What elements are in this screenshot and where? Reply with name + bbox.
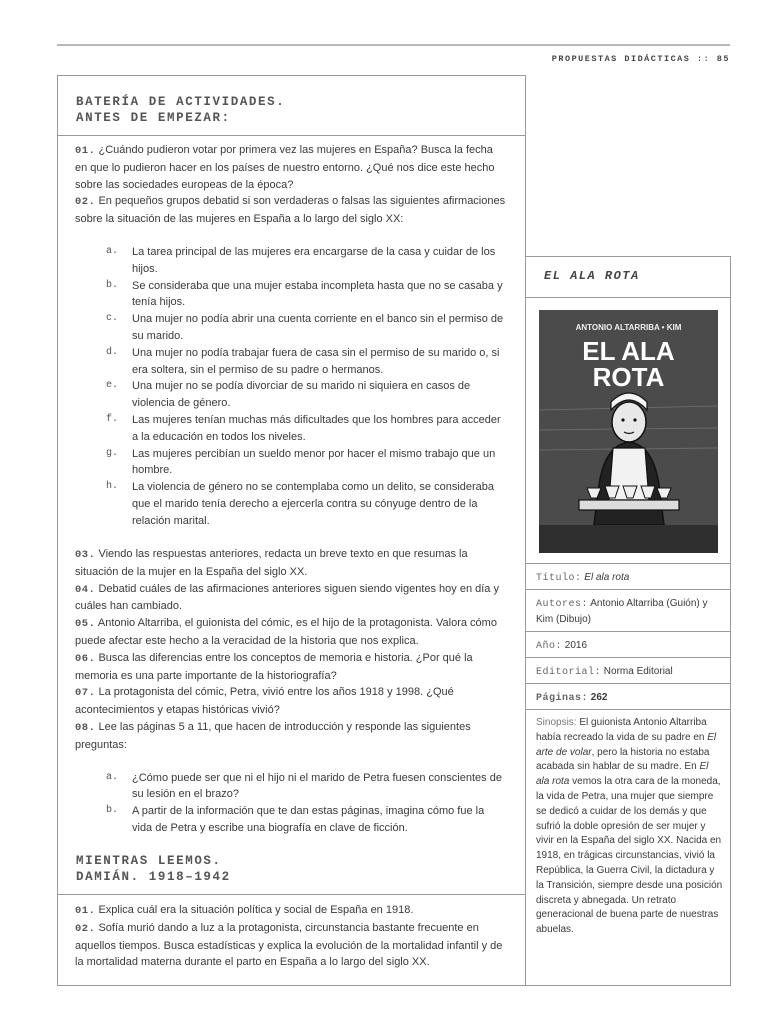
list-item <box>75 345 507 379</box>
paginas-value: 262 <box>590 692 608 703</box>
item-text: Se consideraba que una mujer estaba incompleta hasta que no se casaba y tenía hijos. <box>132 279 503 309</box>
titulo-label: Título: <box>536 573 582 584</box>
item-label: e. <box>106 380 119 392</box>
editorial-value: Norma Editorial <box>603 666 673 677</box>
section1-title <box>76 94 285 126</box>
question-number: 02. <box>75 196 96 209</box>
question-text: Debatid cuáles de las afirmaciones anteriores siguen siendo vigentes hoy en día y cuáles han cambiado. <box>75 582 499 613</box>
sinopsis-title-1: El arte de volar <box>536 731 717 758</box>
question-number: 04. <box>75 583 96 596</box>
item-text: Una mujer no podía trabajar fuera de casa sin el permiso de su marido o, si era soltera, sin el permiso de su padre o hermanos. <box>132 346 500 376</box>
section2-title-divider <box>57 894 526 895</box>
question-04 <box>75 581 507 616</box>
list-item <box>75 412 507 446</box>
item-text: A partir de la información que te dan estas páginas, imagina cómo fue la vida de Petra y escribe una biografía en clave de ficción. <box>132 805 485 834</box>
titulo-value: El ala rota <box>584 572 630 583</box>
item-text: La tarea principal de las mujeres era encargarse de la casa y cuidar de los hijos. <box>132 245 496 275</box>
section1-title-line1: BATERÍA DE ACTIVIDADES. <box>76 95 286 109</box>
editorial-label: Editorial: <box>536 667 602 678</box>
list-item <box>75 770 507 804</box>
question-01 <box>75 902 507 920</box>
question-number: 08. <box>75 721 96 734</box>
sinopsis-text-3: vemos la otra cara de la moneda, la vida de Petra, una mujer que siempre se dedicó a cuidar de los demás y que sufrió la doble opresión de ser mujer y vivir en la España del siglo XX. Nacida en 1918, en trágicas circunstancias, vivió la República, la Guerra Civil, la dictadura y la Transición, siempre desde una posición discreta y abnegada. Un retrato generacional de buena parte de nuestras abuelas. <box>536 776 723 936</box>
question-08 <box>75 719 507 754</box>
question-text: Busca las diferencias entre los conceptos de memoria e historia. ¿Por qué la memoria es una parte importante de la historiografía? <box>75 651 473 682</box>
list-item <box>75 803 507 837</box>
sidebar-row-divider-1 <box>526 589 730 590</box>
section1-title-divider <box>57 135 526 136</box>
item-text: La violencia de género no se contemplaba como un delito, se consideraba que el marido tenía derecho a ejercerla contra su cónyuge dentro de la relación marital. <box>132 481 495 527</box>
list-item <box>75 378 507 412</box>
question-06 <box>75 650 507 685</box>
top-rule <box>57 44 730 46</box>
item-label: c. <box>106 313 119 325</box>
sinopsis-label: Sinopsis: <box>536 717 577 728</box>
sinopsis-text-2: , pero la historia no estaba acabada sin hablar de su madre. En <box>536 746 710 773</box>
question-02 <box>75 920 507 971</box>
cover-title-line2: ROTA <box>592 362 665 392</box>
frame-left <box>57 75 58 986</box>
list-item <box>75 278 507 312</box>
item-text: Las mujeres percibían un sueldo menor por hacer el mismo trabajo que un hombre. <box>132 447 496 477</box>
list-item <box>75 446 507 480</box>
sidebar-row-divider-4 <box>526 683 730 684</box>
sidebar-titulo-row <box>536 570 724 586</box>
cover-title-line1: EL ALA <box>582 336 675 366</box>
item-text: ¿Cómo puede ser que ni el hijo ni el marido de Petra fuesen conscientes de su lesión en el brazo? <box>132 771 502 801</box>
sidebar-editorial-row <box>536 664 724 680</box>
sidebar-paginas-row <box>536 690 724 706</box>
item-text: Las mujeres tenían muchas más dificultades que los hombres para acceder a la educación en todos los niveles. <box>132 413 501 443</box>
question-number: 01. <box>75 905 96 917</box>
sidebar-ano-row <box>536 638 724 654</box>
section2-title <box>76 853 231 885</box>
question-text: Antonio Altarriba, el guionista del cómic, es el hijo de la protagonista. Valora cómo puede afectar este hecho a la veracidad de la historia que nos explica. <box>75 617 497 647</box>
frame-middle <box>525 75 526 986</box>
question-text: Viendo las respuestas anteriores, redacta un breve texto en que resumas la situación de la mujer en la España del siglo XX. <box>75 548 468 578</box>
question-number: 06. <box>75 652 96 665</box>
question-text: Explica cuál era la situación política y social de España en 1918. <box>98 904 414 916</box>
item-label: a. <box>106 771 119 783</box>
item-label: f. <box>106 413 119 425</box>
question-02 <box>75 193 507 228</box>
question-text: La protagonista del cómic, Petra, vivió entre los años 1918 y 1998. ¿Qué acontecimientos y etapas históricas vivió? <box>75 686 454 717</box>
list-item <box>75 311 507 345</box>
ano-label: Año: <box>536 641 563 652</box>
question-number: 02. <box>75 922 96 935</box>
question-number: 05. <box>75 618 96 631</box>
sidebar-row-divider-3 <box>526 657 730 658</box>
question-text: ¿Cuándo pudieron votar por primera vez las mujeres en España? Busca la fecha en que lo pudieron hacer en los países de nuestro entorno. ¿Qué nos dice este hecho sobre las sociedades europeas de la época? <box>75 144 495 191</box>
question-number: 07. <box>75 687 96 700</box>
book-heading: EL ALA ROTA <box>544 269 640 283</box>
sidebar-row-divider-2 <box>526 631 730 632</box>
question-01 <box>75 142 507 193</box>
sidebar-cover-divider <box>526 563 730 564</box>
item-label: b. <box>106 279 119 291</box>
sidebar-heading-divider <box>526 297 730 298</box>
item-label: h. <box>106 481 119 493</box>
section2-title-line1: MIENTRAS LEEMOS. <box>76 854 222 868</box>
ano-value: 2016 <box>564 640 588 651</box>
question-text: Sofía murió dando a luz a la protagonista, circunstancia bastante frecuente en aquellos tiempos. Busca estadísticas y explica la evolución de la mortalidad infantil y de la mortalidad materna durante el parto en España a lo largo del siglo XX. <box>75 921 503 969</box>
sidebar-top <box>526 256 730 257</box>
running-head: PROPUESTAS DIDÁCTICAS :: 85 <box>551 54 730 64</box>
frame-top <box>57 75 526 76</box>
section2-title-line2: DAMIÁN. 1918–1942 <box>76 870 231 884</box>
item-text: Una mujer no se podía divorciar de su marido ni siquiera en casos de violencia de género. <box>132 380 471 410</box>
item-label: a. <box>106 245 119 257</box>
question-text: En pequeños grupos debatid si son verdaderas o falsas las siguientes afirmaciones sobre la situación de las mujeres en España a lo largo del siglo XX: <box>75 195 506 226</box>
question-07 <box>75 684 507 719</box>
sinopsis-title-2: El ala rota <box>536 761 709 788</box>
section1-block-2 <box>75 546 507 837</box>
question-number: 01. <box>75 145 96 157</box>
item-text: Una mujer no podía abrir una cuenta corriente en el banco sin el permiso de su marido. <box>132 313 504 342</box>
autores-value: Antonio Altarriba (Guión) y Kim (Dibujo) <box>536 598 708 625</box>
book-cover-image <box>539 310 718 553</box>
sidebar-row-divider-5 <box>526 709 730 710</box>
section1-title-line2: ANTES DE EMPEZAR: <box>76 111 231 125</box>
section1-block-1 <box>75 142 507 530</box>
section2-block <box>75 902 507 971</box>
list-item <box>75 244 507 278</box>
paginas-label: Páginas: <box>536 693 589 704</box>
question-number: 03. <box>75 549 96 561</box>
question-03 <box>75 546 507 581</box>
sidebar-autores-row <box>536 596 724 627</box>
autores-label: Autores: <box>536 599 589 610</box>
cover-authors: ANTONIO ALTARRIBA • KIM <box>575 323 682 332</box>
sidebar-right-edge <box>730 256 731 986</box>
question-05 <box>75 615 507 650</box>
cover-illustration <box>539 310 718 553</box>
item-label: g. <box>106 447 119 459</box>
frame-bottom <box>57 985 730 986</box>
question-text: Lee las páginas 5 a 11, que hacen de introducción y responde las siguientes preguntas: <box>75 720 471 751</box>
list-item <box>75 479 507 529</box>
item-label: b. <box>106 805 119 817</box>
item-label: d. <box>106 346 119 358</box>
sinopsis-text-1: El guionista Antonio Altarriba había recreado la vida de su padre en <box>536 717 708 743</box>
sidebar-sinopsis <box>536 716 724 938</box>
